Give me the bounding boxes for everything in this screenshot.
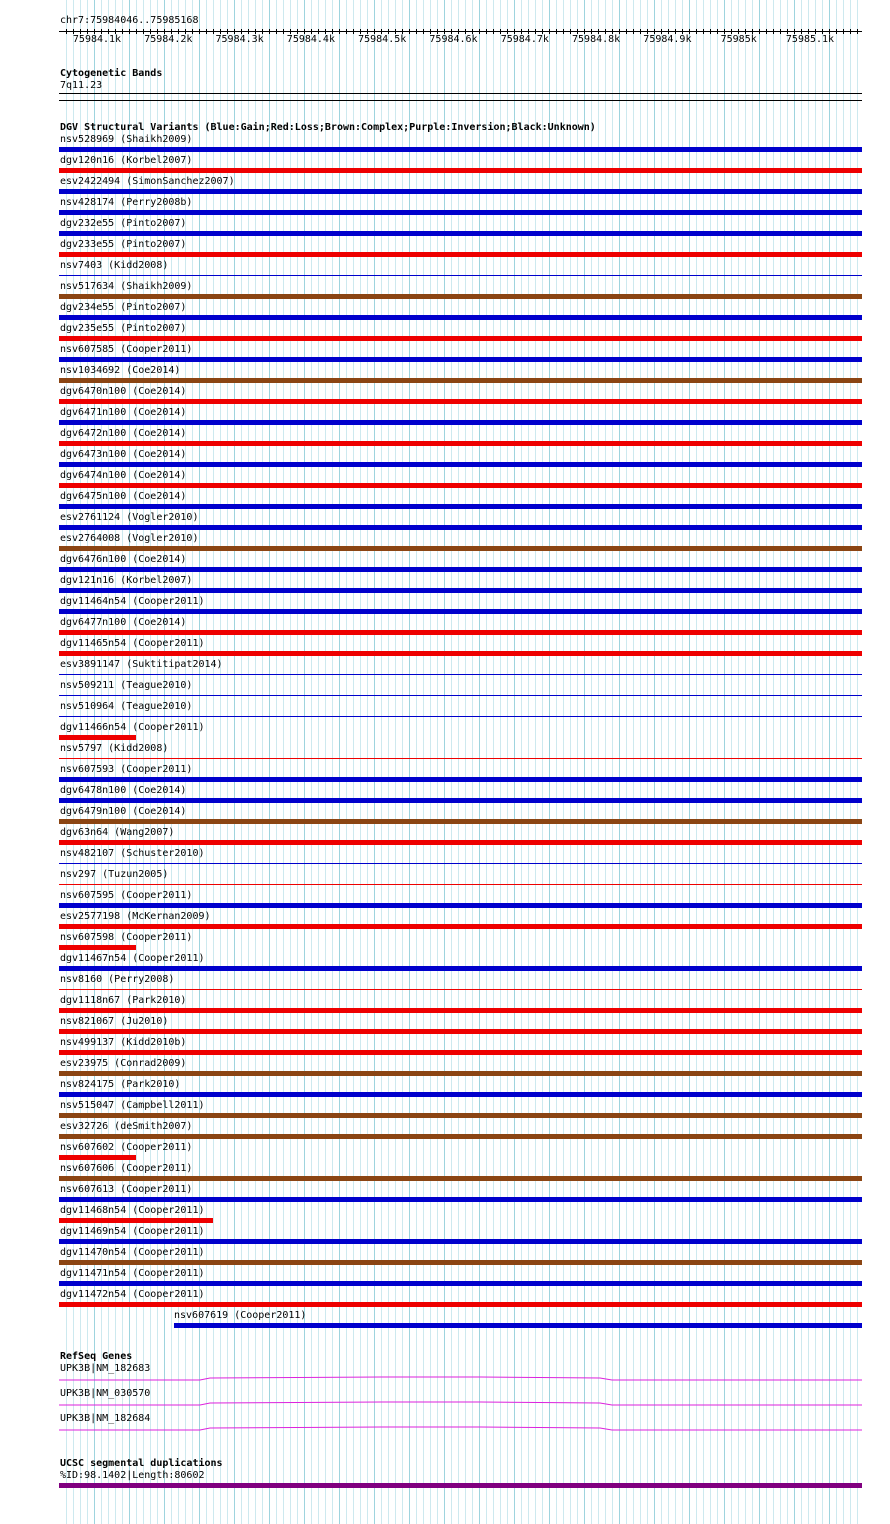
- variant-label[interactable]: dgv6474n100 (Coe2014): [60, 470, 187, 481]
- variant-label[interactable]: dgv11465n54 (Cooper2011): [60, 638, 205, 649]
- variant-bar[interactable]: [59, 1218, 213, 1223]
- variant-bar[interactable]: [59, 1050, 862, 1055]
- variant-bar[interactable]: [59, 630, 862, 635]
- gene-line[interactable]: [59, 1402, 862, 1405]
- variant-bar[interactable]: [59, 840, 862, 845]
- variant-bar[interactable]: [59, 651, 862, 656]
- variant-label[interactable]: nsv607593 (Cooper2011): [60, 764, 193, 775]
- gene-line[interactable]: [59, 1427, 862, 1430]
- variant-bar[interactable]: [59, 147, 862, 152]
- variant-label[interactable]: nsv510964 (Teague2010): [60, 701, 193, 712]
- variant-label[interactable]: dgv121n16 (Korbel2007): [60, 575, 193, 586]
- gene-label[interactable]: UPK3B|NM_030570: [60, 1388, 151, 1399]
- variant-label[interactable]: dgv63n64 (Wang2007): [60, 827, 175, 838]
- variant-bar[interactable]: [59, 357, 862, 362]
- variant-label[interactable]: dgv6476n100 (Coe2014): [60, 554, 187, 565]
- variant-label[interactable]: nsv528969 (Shaikh2009): [60, 134, 193, 145]
- variant-label[interactable]: nsv607602 (Cooper2011): [60, 1142, 193, 1153]
- variant-label[interactable]: dgv6470n100 (Coe2014): [60, 386, 187, 397]
- variant-label[interactable]: dgv234e55 (Pinto2007): [60, 302, 187, 313]
- variant-label[interactable]: nsv607598 (Cooper2011): [60, 932, 193, 943]
- ruler-tick-label: 75984.9k: [643, 34, 692, 45]
- variant-label[interactable]: esv2761124 (Vogler2010): [60, 512, 199, 523]
- ruler-tick-label: 75984.5k: [358, 34, 407, 45]
- variant-bar[interactable]: [59, 525, 862, 530]
- variant-bar[interactable]: [59, 1155, 136, 1160]
- variant-label[interactable]: dgv6479n100 (Coe2014): [60, 806, 187, 817]
- segdup-track-title: UCSC segmental duplications: [60, 1458, 223, 1469]
- variant-bar[interactable]: [59, 588, 862, 593]
- ruler-tick-label: 75985.1k: [785, 34, 835, 45]
- variant-label[interactable]: dgv6478n100 (Coe2014): [60, 785, 187, 796]
- variant-bar[interactable]: [59, 1176, 862, 1181]
- variant-label[interactable]: dgv11472n54 (Cooper2011): [60, 1289, 205, 1300]
- variant-bar[interactable]: [59, 567, 862, 572]
- variant-bar[interactable]: [59, 1281, 862, 1286]
- variant-bar[interactable]: [59, 1197, 862, 1202]
- variant-bar[interactable]: [59, 275, 862, 276]
- variant-bar[interactable]: [59, 546, 862, 551]
- ruler-tick-label: 75984.3k: [215, 34, 264, 45]
- variant-bar[interactable]: [59, 798, 862, 803]
- variant-label[interactable]: nsv1034692 (Coe2014): [60, 365, 181, 376]
- variant-bar[interactable]: [59, 252, 862, 257]
- variant-label[interactable]: nsv824175 (Park2010): [60, 1079, 181, 1090]
- variant-label[interactable]: esv32726 (deSmith2007): [60, 1121, 193, 1132]
- cytoband-label: 7q11.23: [60, 80, 103, 91]
- variant-label[interactable]: dgv11471n54 (Cooper2011): [60, 1268, 205, 1279]
- variant-bar[interactable]: [59, 903, 862, 908]
- ruler-tick-label: 75984.8k: [572, 34, 621, 45]
- segdup-bar[interactable]: [59, 1483, 862, 1488]
- variant-label[interactable]: dgv235e55 (Pinto2007): [60, 323, 187, 334]
- variant-label[interactable]: esv3891147 (Suktitipat2014): [60, 659, 223, 670]
- ruler-tick-label: 75984.2k: [144, 34, 193, 45]
- ruler-tick-label: 75985k: [720, 34, 757, 45]
- variant-label[interactable]: dgv232e55 (Pinto2007): [60, 218, 187, 229]
- variant-label[interactable]: esv2577198 (McKernan2009): [60, 911, 211, 922]
- variant-bar[interactable]: [59, 1008, 862, 1013]
- variant-label[interactable]: dgv6475n100 (Coe2014): [60, 491, 187, 502]
- variant-label[interactable]: esv2422494 (SimonSanchez2007): [60, 176, 235, 187]
- variant-label[interactable]: dgv11468n54 (Cooper2011): [60, 1205, 205, 1216]
- variant-bar[interactable]: [59, 378, 862, 383]
- cytoband-line-bottom: [59, 100, 862, 101]
- variant-bar[interactable]: [59, 674, 862, 675]
- variant-label[interactable]: dgv120n16 (Korbel2007): [60, 155, 193, 166]
- variant-bar[interactable]: [59, 210, 862, 215]
- variant-bar[interactable]: [59, 1113, 862, 1118]
- variant-bar[interactable]: [59, 504, 862, 509]
- gene-label[interactable]: UPK3B|NM_182683: [60, 1363, 151, 1374]
- variant-bar[interactable]: [174, 1323, 862, 1328]
- variant-bar[interactable]: [59, 462, 862, 467]
- variant-label[interactable]: nsv297 (Tuzun2005): [60, 869, 169, 880]
- variant-label[interactable]: nsv607585 (Cooper2011): [60, 344, 193, 355]
- variant-bar[interactable]: [59, 758, 862, 759]
- variant-label[interactable]: dgv1118n67 (Park2010): [60, 995, 187, 1006]
- variant-bar[interactable]: [59, 231, 862, 236]
- gene-label[interactable]: UPK3B|NM_182684: [60, 1413, 151, 1424]
- variant-label[interactable]: dgv6472n100 (Coe2014): [60, 428, 187, 439]
- dgv-track-title: DGV Structural Variants (Blue:Gain;Red:Loss;Brown:Complex;Purple:Inversion;Black:Unknown): [60, 122, 596, 133]
- variant-label[interactable]: nsv607613 (Cooper2011): [60, 1184, 193, 1195]
- variant-bar[interactable]: [59, 924, 862, 929]
- variant-label[interactable]: dgv11470n54 (Cooper2011): [60, 1247, 205, 1258]
- variant-label[interactable]: esv2764008 (Vogler2010): [60, 533, 199, 544]
- variant-bar[interactable]: [59, 777, 862, 782]
- variant-bar[interactable]: [59, 189, 862, 194]
- variant-bar[interactable]: [59, 1029, 862, 1034]
- ruler-tick-label: 75984.6k: [429, 34, 478, 45]
- variant-label[interactable]: dgv11464n54 (Cooper2011): [60, 596, 205, 607]
- refseq-track-title: RefSeq Genes: [60, 1351, 133, 1362]
- ruler-tick-label: 75984.4k: [286, 34, 335, 45]
- variant-bar[interactable]: [59, 884, 862, 885]
- ruler-tick-label: 75984.7k: [500, 34, 549, 45]
- segdup-label: %ID:98.1402|Length:80602: [60, 1470, 205, 1481]
- variant-bar[interactable]: [59, 863, 862, 864]
- variant-label[interactable]: dgv233e55 (Pinto2007): [60, 239, 187, 250]
- variant-label[interactable]: nsv607595 (Cooper2011): [60, 890, 193, 901]
- variant-bar[interactable]: [59, 945, 136, 950]
- ruler-tick-label: 75984.1k: [72, 34, 122, 45]
- variant-label[interactable]: nsv515047 (Campbell2011): [60, 1100, 205, 1111]
- variant-bar[interactable]: [59, 483, 862, 488]
- variant-label[interactable]: dgv6473n100 (Coe2014): [60, 449, 187, 460]
- variant-label[interactable]: nsv5797 (Kidd2008): [60, 743, 169, 754]
- variant-bar[interactable]: [59, 294, 862, 299]
- variant-bar[interactable]: [59, 336, 862, 341]
- variant-bar[interactable]: [59, 1260, 862, 1265]
- variant-bar[interactable]: [59, 1134, 862, 1139]
- variant-bar[interactable]: [59, 315, 862, 320]
- variant-label[interactable]: nsv482107 (Schuster2010): [60, 848, 205, 859]
- variant-bar[interactable]: [59, 609, 862, 614]
- variant-label[interactable]: dgv11467n54 (Cooper2011): [60, 953, 205, 964]
- variant-label[interactable]: nsv509211 (Teague2010): [60, 680, 193, 691]
- gene-line[interactable]: [59, 1377, 862, 1380]
- variant-label[interactable]: dgv6477n100 (Coe2014): [60, 617, 187, 628]
- variant-label[interactable]: nsv607619 (Cooper2011): [174, 1310, 307, 1321]
- variant-label[interactable]: dgv6471n100 (Coe2014): [60, 407, 187, 418]
- variant-label[interactable]: nsv8160 (Perry2008): [60, 974, 175, 985]
- cytoband-track-title: Cytogenetic Bands: [60, 68, 163, 79]
- variant-bar[interactable]: [59, 1092, 862, 1097]
- variant-label[interactable]: nsv428174 (Perry2008b): [60, 197, 193, 208]
- variant-label[interactable]: dgv11466n54 (Cooper2011): [60, 722, 205, 733]
- variant-bar[interactable]: [59, 735, 136, 740]
- refseq-gene-lines: [0, 1360, 890, 1440]
- ruler-coordinates: chr7:75984046..75985168: [60, 15, 199, 26]
- variant-bar[interactable]: [59, 1071, 862, 1076]
- variant-label[interactable]: esv23975 (Conrad2009): [60, 1058, 187, 1069]
- variant-bar[interactable]: [59, 966, 862, 971]
- variant-label[interactable]: nsv607606 (Cooper2011): [60, 1163, 193, 1174]
- variant-bar[interactable]: [59, 989, 862, 990]
- variant-bar[interactable]: [59, 695, 862, 696]
- variant-bar[interactable]: [59, 441, 862, 446]
- variant-bar[interactable]: [59, 1239, 862, 1244]
- variant-label[interactable]: nsv517634 (Shaikh2009): [60, 281, 193, 292]
- variant-bar[interactable]: [59, 168, 862, 173]
- variant-label[interactable]: nsv7403 (Kidd2008): [60, 260, 169, 271]
- variant-bar[interactable]: [59, 819, 862, 824]
- variant-bar[interactable]: [59, 399, 862, 404]
- variant-bar[interactable]: [59, 716, 862, 717]
- variant-bar[interactable]: [59, 420, 862, 425]
- variant-label[interactable]: dgv11469n54 (Cooper2011): [60, 1226, 205, 1237]
- variant-label[interactable]: nsv821067 (Ju2010): [60, 1016, 169, 1027]
- variant-bar[interactable]: [59, 1302, 862, 1307]
- cytoband-line-top: [59, 93, 862, 94]
- variant-label[interactable]: nsv499137 (Kidd2010b): [60, 1037, 187, 1048]
